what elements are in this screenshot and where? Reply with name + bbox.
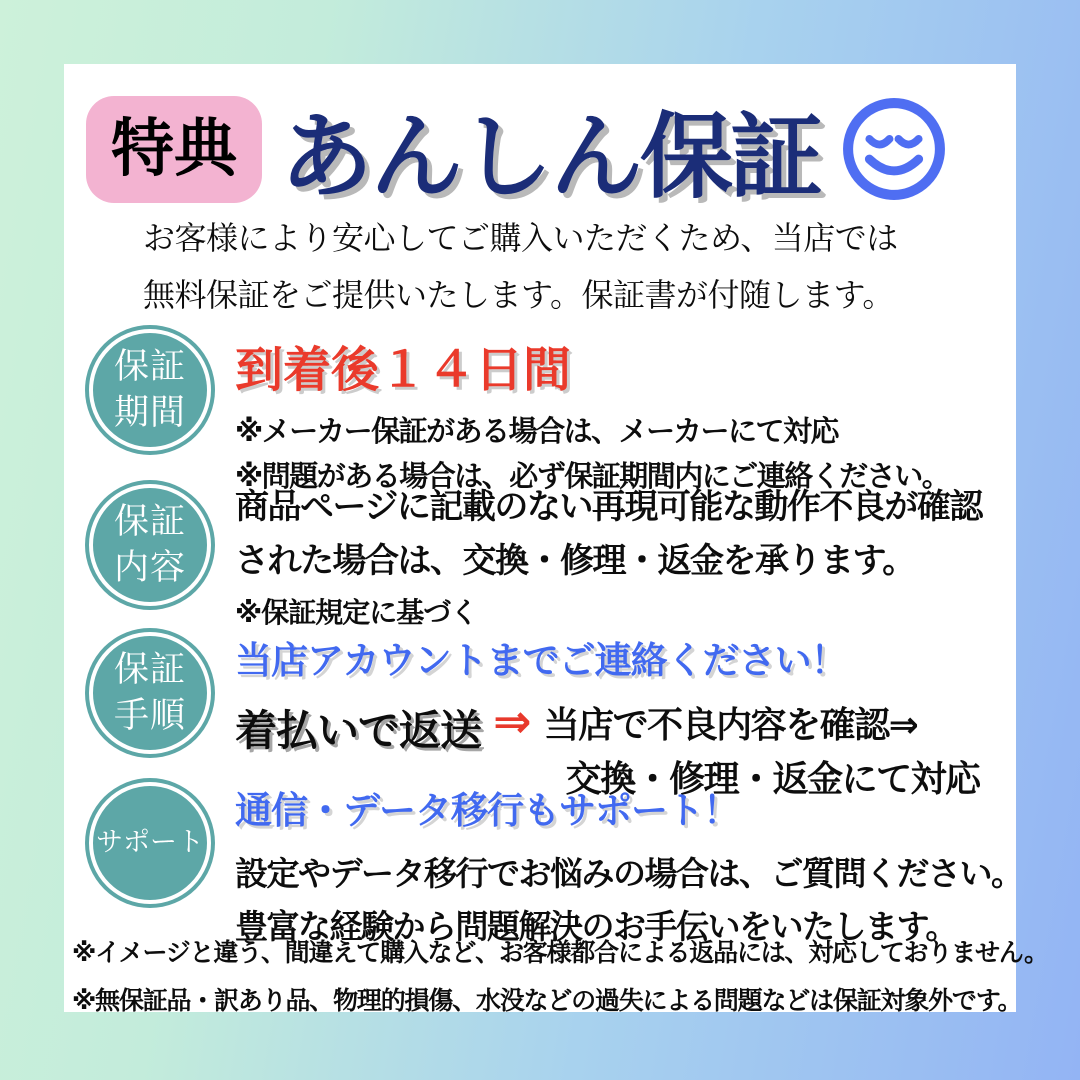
disclaimer-line: ※無保証品・訳あり品、物理的損傷、水没などの過失による問題などは保証対象外です。 [72,986,1022,1015]
intro-line: お客様により安心してご購入いただくため、当店では [143,220,898,256]
step-result-line: 交換・修理・返金にて対応 [565,758,980,799]
disclaimer-line: ※イメージと違う、間違えて購入など、お客様都合による返品には、対応しておりません。 [72,939,1048,967]
guarantee-card [64,64,1048,1015]
circle-label-line: 手順 [113,696,186,735]
warranty-coverage-content [235,480,1016,631]
warranty-period-title: 到着後１４日間 [235,344,572,397]
circle-label-line: 保証 [113,501,186,541]
arrow-right-icon: ⇒ [493,695,532,747]
header [86,82,950,216]
section-support [64,778,1023,954]
support-circle-label [89,782,211,904]
warranty-coverage-body: された場合は、交換・修理・返金を承ります。 [235,542,915,581]
warranty-procedure-circle-label [89,632,211,754]
circle-label-line: 保証 [113,649,186,689]
step-return-shipping: 着払いで返送 [235,707,482,754]
footer-disclaimers [72,930,1048,1025]
section-warranty-period [64,325,1016,500]
support-title: 通信・データ移行もサポート！ [235,790,739,831]
warranty-period-note: ※メーカー保証がある場合は、メーカーにて対応 [235,416,839,448]
intro-text [143,210,898,324]
intro-line: 無料保証をご提供いたします。保証書が付随します。 [143,276,894,313]
benefit-badge: 特典 [86,96,262,203]
warranty-period-circle-label [89,329,211,451]
page-title: あんしん保証 [280,105,820,209]
warranty-coverage-body: 商品ページに記載のない再現可能な動作不良が確認 [235,488,982,526]
support-body: 豊富な経験から問題解決のお手伝いをいたします。 [235,907,957,945]
warranty-period-note: ※問題がある場合は、必ず保証期間内にご連絡ください。 [235,460,950,493]
warranty-procedure-title: 当店アカウントまでご連絡ください！ [235,640,847,681]
smiley-face-icon [838,93,950,205]
circle-label-line: サポート [96,827,204,858]
circle-label-line: 内容 [113,548,186,587]
step-result-line: 当店で不良内容を確認⇒ [543,704,918,745]
support-content [235,780,1023,954]
support-body: 設定やデータ移行でお悩みの場合は、ご質問ください。 [235,855,1023,892]
circle-label-line: 保証 [113,346,186,386]
warranty-period-content [235,331,1016,500]
warranty-coverage-note: ※保証規定に基づく [235,596,478,628]
section-warranty-coverage [64,480,1016,631]
circle-label-line: 期間 [113,393,186,432]
warranty-coverage-circle-label [89,484,211,606]
